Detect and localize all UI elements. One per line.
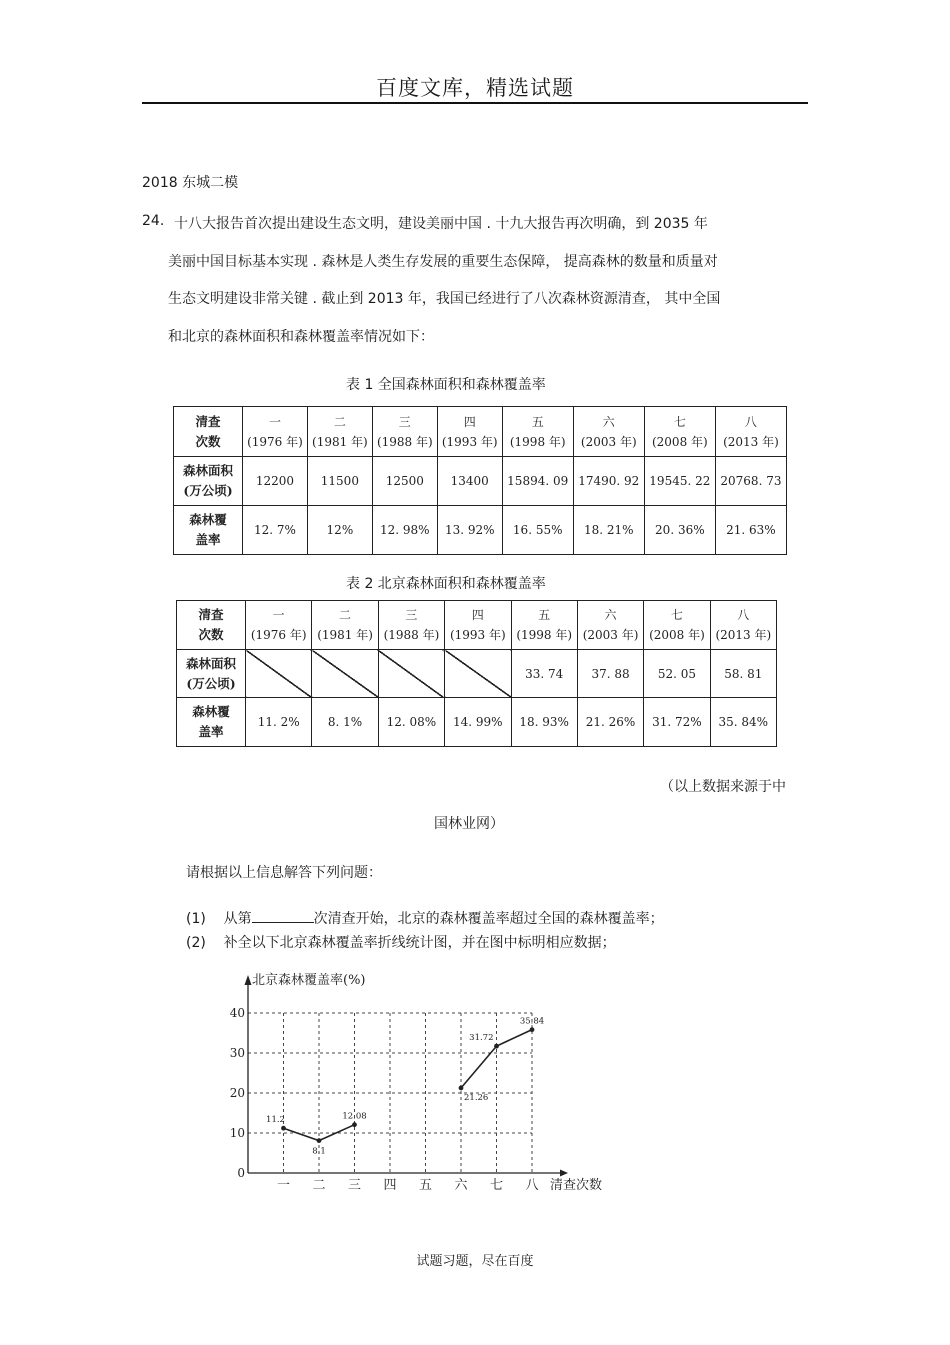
x-tick-label: 八 bbox=[525, 1178, 539, 1193]
y-tick-label: 40 bbox=[229, 1006, 245, 1020]
y-tick-label: 10 bbox=[229, 1126, 245, 1140]
table2-col-5: 五 (1998 年) bbox=[511, 601, 577, 650]
table1-area-cell: 17490. 92 bbox=[573, 457, 644, 506]
table1-area-cell: 20768. 73 bbox=[715, 457, 786, 506]
y-tick-label: 0 bbox=[237, 1166, 245, 1180]
table2-col-6: 六 (2003 年) bbox=[577, 601, 643, 650]
table2-area-cell: 37. 88 bbox=[577, 650, 643, 698]
table2-col-8: 八 (2013 年) bbox=[710, 601, 776, 650]
question-2-text: 补全以下北京森林覆盖率折线统计图，并在图中标明相应数据； bbox=[223, 935, 616, 951]
table2-area-cell: 52. 05 bbox=[644, 650, 710, 698]
table1-rate-cell: 20. 36% bbox=[644, 506, 715, 555]
table1-area-cell: 13400 bbox=[437, 457, 502, 506]
data-label: 12.08 bbox=[342, 1111, 367, 1122]
table2-col-7: 七 (2008 年) bbox=[644, 601, 710, 650]
table2-rate-cell: 8. 1% bbox=[312, 698, 378, 747]
x-axis-label: 清查次数 bbox=[550, 1178, 603, 1193]
table1-rate-cell: 21. 63% bbox=[715, 506, 786, 555]
table1-col-6: 六 (2003 年) bbox=[573, 407, 644, 457]
table1-area-label: 森林面积 (万公顷) bbox=[174, 457, 243, 506]
table1-area-cell: 12200 bbox=[243, 457, 308, 506]
beijing-forest-coverage-chart bbox=[222, 965, 622, 1195]
y-tick-label: 30 bbox=[229, 1046, 245, 1060]
table1-col-2: 二 (1981 年) bbox=[307, 407, 372, 457]
question-2 bbox=[186, 932, 616, 952]
exam-source: 2018 东城二模 bbox=[142, 175, 239, 191]
x-axis-arrow bbox=[560, 1170, 568, 1177]
problem-line-3: 生态文明建设非常关键 . 截止到 2013 年，我国已经进行了八次森林资源清查， 其中全国 bbox=[168, 291, 721, 307]
table1-col-4: 四 (1993 年) bbox=[437, 407, 502, 457]
data-point bbox=[459, 1086, 464, 1091]
page-header: 百度文库，精选试题 bbox=[376, 76, 574, 100]
table2-col-4: 四 (1993 年) bbox=[445, 601, 511, 650]
data-point bbox=[281, 1126, 286, 1131]
data-label: 8.1 bbox=[312, 1146, 326, 1157]
x-tick-label: 二 bbox=[312, 1178, 326, 1193]
problem-line-2: 美丽中国目标基本实现 . 森林是人类生存发展的重要生态保障， 提高森林的数量和质量对 bbox=[168, 254, 718, 270]
x-tick-label: 五 bbox=[418, 1178, 433, 1193]
problem-line-4: 和北京的森林面积和森林覆盖率情况如下： bbox=[168, 329, 434, 345]
data-point bbox=[317, 1138, 322, 1143]
problem-number: 24. bbox=[142, 213, 165, 229]
table2-rate-cell: 18. 93% bbox=[511, 698, 577, 747]
table2-area-empty-cell bbox=[246, 650, 312, 698]
table1-rate-cell: 12. 98% bbox=[372, 506, 437, 555]
table1-col-1: 一 (1976 年) bbox=[243, 407, 308, 457]
y-tick-label: 20 bbox=[229, 1086, 245, 1100]
question-1-after: 次清查开始，北京的森林覆盖率超过全国的森林覆盖率； bbox=[313, 911, 664, 927]
question-1-number: (1) bbox=[186, 911, 206, 927]
table2-col-1: 一 (1976 年) bbox=[246, 601, 312, 650]
table2-col-3: 三 (1988 年) bbox=[378, 601, 444, 650]
table1-rate-cell: 13. 92% bbox=[437, 506, 502, 555]
table1-col-7: 七 (2008 年) bbox=[644, 407, 715, 457]
table1-col-8: 八 (2013 年) bbox=[715, 407, 786, 457]
table2-col-2: 二 (1981 年) bbox=[312, 601, 378, 650]
table2-rate-cell: 12. 08% bbox=[378, 698, 444, 747]
table1-col-5: 五 (1998 年) bbox=[502, 407, 573, 457]
x-tick-label: 六 bbox=[454, 1178, 468, 1193]
y-axis-arrow bbox=[245, 975, 252, 985]
table1-rate-cell: 12. 7% bbox=[243, 506, 308, 555]
y-axis-label: 北京森林覆盖率(%) bbox=[252, 973, 366, 988]
table1-rate-cell: 12% bbox=[307, 506, 372, 555]
problem-line-1: 十八大报告首次提出建设生态文明，建设美丽中国 . 十九大报告再次明确，到 2035 年 bbox=[174, 216, 708, 232]
table1-area-cell: 19545. 22 bbox=[644, 457, 715, 506]
header-divider bbox=[142, 102, 808, 104]
table1-rate-cell: 16. 55% bbox=[502, 506, 573, 555]
answer-blank[interactable] bbox=[252, 908, 314, 923]
page-footer: 试题习题，尽在百度 bbox=[416, 1254, 534, 1269]
table1-area-cell: 12500 bbox=[372, 457, 437, 506]
table1-area-cell: 11500 bbox=[307, 457, 372, 506]
data-label: 21.26 bbox=[464, 1092, 489, 1103]
table2-rate-cell: 31. 72% bbox=[644, 698, 710, 747]
table2-rate-cell: 11. 2% bbox=[246, 698, 312, 747]
table1-caption: 表 1 全国森林面积和森林覆盖率 bbox=[346, 377, 546, 393]
x-tick-label: 四 bbox=[383, 1178, 397, 1193]
table2-area-empty-cell bbox=[378, 650, 444, 698]
table2-caption: 表 2 北京森林面积和森林覆盖率 bbox=[346, 576, 546, 592]
data-point bbox=[352, 1122, 357, 1127]
x-tick-label: 三 bbox=[347, 1178, 362, 1193]
table2-rate-cell: 21. 26% bbox=[577, 698, 643, 747]
table2-rate-cell: 35. 84% bbox=[710, 698, 776, 747]
table-beijing-forest bbox=[176, 600, 777, 747]
table2-area-empty-cell bbox=[312, 650, 378, 698]
table1-area-cell: 15894. 09 bbox=[502, 457, 573, 506]
source-note-line-1: （以上数据来源于中 bbox=[660, 779, 786, 795]
table2-rate-label: 森林覆 盖率 bbox=[177, 698, 246, 747]
table-national-forest bbox=[173, 406, 787, 555]
data-point bbox=[530, 1027, 535, 1032]
question-2-number: (2) bbox=[186, 935, 206, 951]
data-point bbox=[494, 1044, 499, 1049]
table1-rate-cell: 18. 21% bbox=[573, 506, 644, 555]
table2-area-cell: 58. 81 bbox=[710, 650, 776, 698]
table2-area-cell: 33. 74 bbox=[511, 650, 577, 698]
table2-rate-cell: 14. 99% bbox=[445, 698, 511, 747]
table1-header-label: 清查 次数 bbox=[174, 407, 243, 457]
table2-area-label: 森林面积 (万公顷) bbox=[177, 650, 246, 698]
question-1 bbox=[186, 908, 664, 928]
table2-header-label: 清查 次数 bbox=[177, 601, 246, 650]
x-tick-label: 一 bbox=[276, 1178, 291, 1193]
source-note-line-2: 国林业网） bbox=[434, 816, 504, 832]
question-1-before: 从第 bbox=[223, 911, 252, 927]
data-label: 11.2 bbox=[266, 1115, 285, 1126]
x-tick-label: 七 bbox=[489, 1178, 504, 1193]
table2-area-empty-cell bbox=[445, 650, 511, 698]
table1-col-3: 三 (1988 年) bbox=[372, 407, 437, 457]
data-label: 31.72 bbox=[469, 1033, 494, 1044]
question-prompt: 请根据以上信息解答下列问题： bbox=[186, 865, 382, 881]
table1-rate-label: 森林覆 盖率 bbox=[174, 506, 243, 555]
data-label: 35.84 bbox=[519, 1016, 545, 1027]
